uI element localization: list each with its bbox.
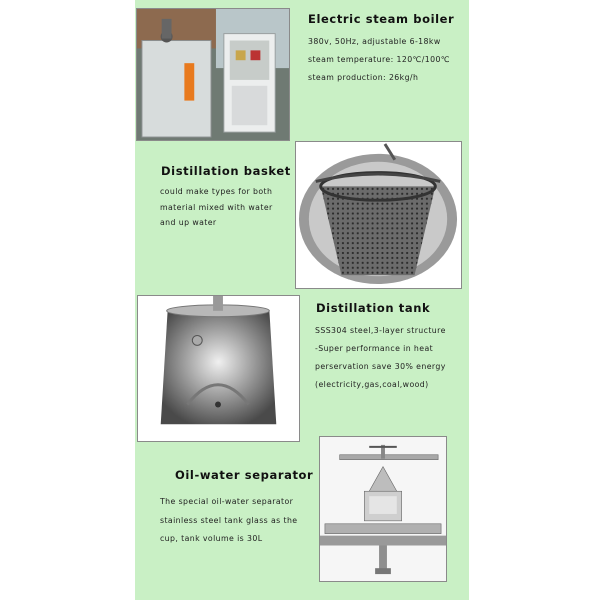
separator-title: Oil-water separator: [175, 468, 314, 482]
separator-desc-line: cup, tank volume is 30L: [160, 534, 263, 543]
tank-desc-line: SSS304 steel,3-layer structure: [315, 326, 446, 335]
steam-boiler-photo: [136, 8, 290, 141]
separator-desc-line: The special oil-water separator: [160, 497, 294, 506]
tank-desc-line: -Super performance in heat: [315, 344, 434, 353]
basket-desc-line: and up water: [160, 218, 217, 227]
separator-desc-line: stainless steel tank glass as the: [160, 516, 298, 525]
boiler-spec-line: steam temperature: 120℃/100℃: [308, 55, 450, 64]
tank-desc-line: perservation save 30% energy: [315, 362, 446, 371]
boiler-spec-line: 380v, 50Hz, adjustable 6-18kw: [308, 37, 441, 46]
oil-water-separator-photo: [319, 436, 447, 582]
distillation-tank-photo: [137, 295, 300, 442]
basket-desc-line: could make types for both: [160, 187, 273, 196]
tank-title: Distillation tank: [316, 301, 431, 315]
boiler-spec-line: steam production: 26kg/h: [308, 73, 419, 82]
tank-desc-line: (electricity,gas,coal,wood): [315, 380, 429, 389]
boiler-title: Electric steam boiler: [308, 12, 455, 26]
distillation-basket-photo: [295, 141, 462, 289]
basket-desc-line: material mixed with water: [160, 203, 273, 212]
basket-title: Distillation basket: [161, 164, 291, 178]
